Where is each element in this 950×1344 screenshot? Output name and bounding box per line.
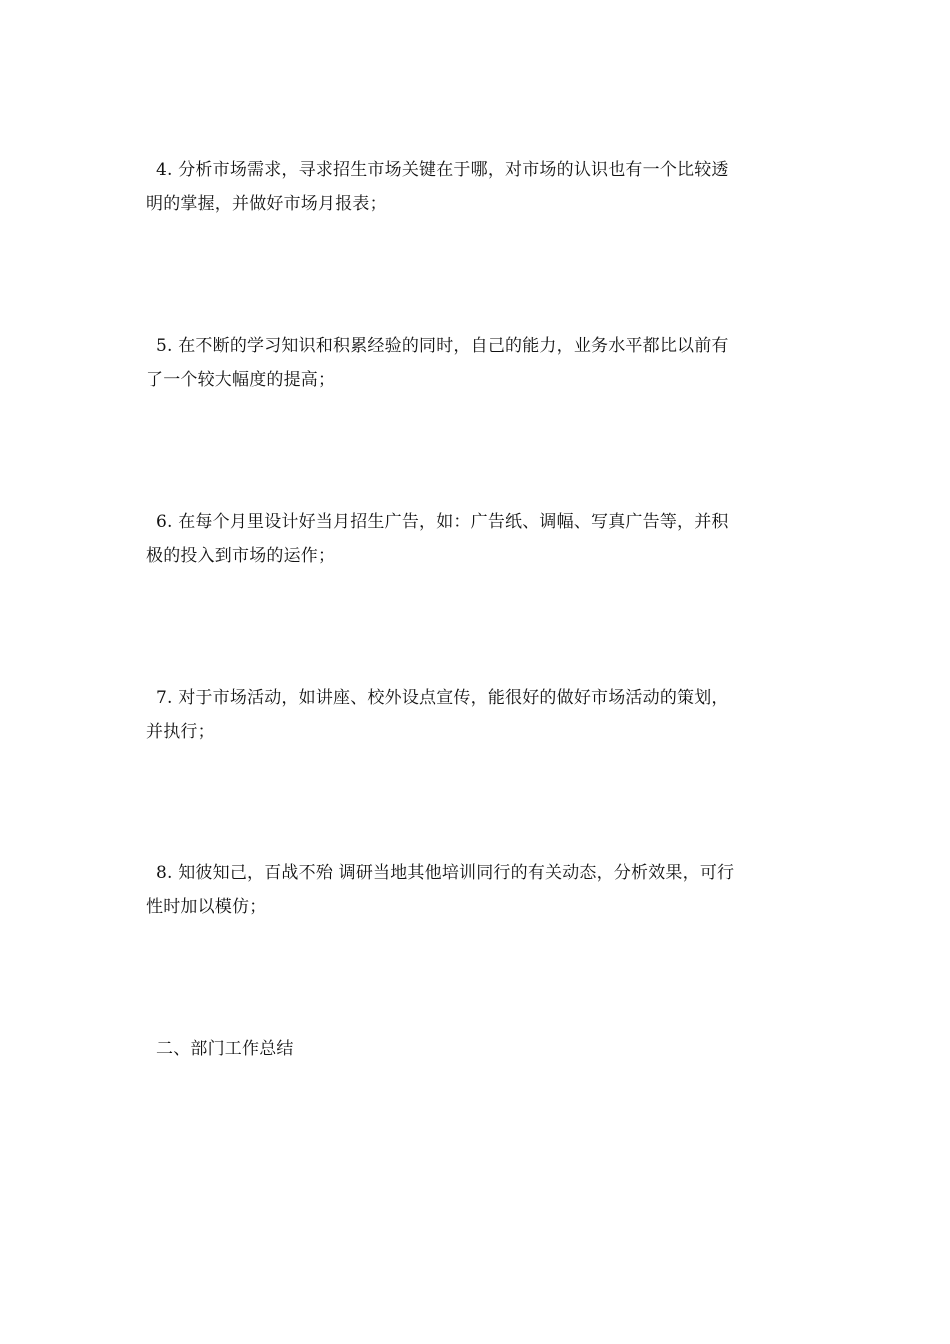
paragraph-line: 5. 在不断的学习知识和积累经验的同时，自己的能力，业务水平都比以前有 [156,336,729,356]
paragraph-line: 极的投入到市场的运作； [146,546,336,566]
paragraph-item-8 [146,856,806,924]
paragraph-line: 了一个较大幅度的提高； [146,370,336,390]
paragraph-line: 性时加以模仿； [146,897,267,917]
paragraph-item-4 [146,153,806,221]
paragraph-item-7 [146,681,806,749]
paragraph-line: 并执行； [146,722,215,742]
paragraph-line: 4. 分析市场需求，寻求招生市场关键在于哪，对市场的认识也有一个比较透 [156,160,729,180]
paragraph-item-5 [146,329,806,397]
paragraph-line: 7. 对于市场活动，如讲座、校外设点宣传，能很好的做好市场活动的策划， [156,688,729,708]
paragraph-item-6 [146,505,806,573]
section-heading: 二、部门工作总结 [156,1039,294,1059]
paragraph-line: 明的掌握，并做好市场月报表； [146,194,387,214]
paragraph-line: 6. 在每个月里设计好当月招生广告，如：广告纸、调幅、写真广告等，并积 [156,512,729,532]
paragraph-line: 8. 知彼知己，百战不殆 调研当地其他培训同行的有关动态，分析效果，可行 [156,863,735,883]
